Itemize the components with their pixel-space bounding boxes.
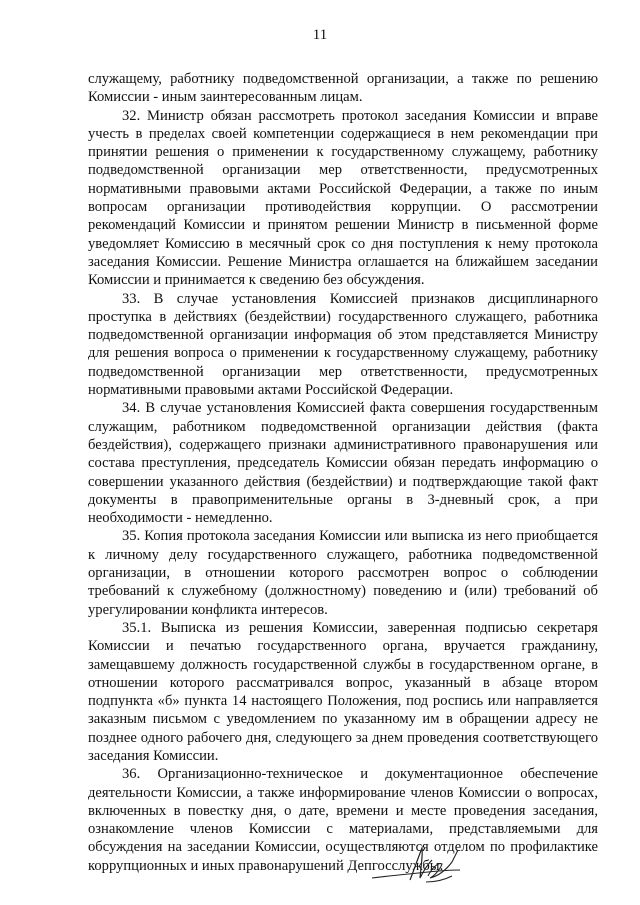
paragraph-35: 35. Копия протокола заседания Комиссии или выписка из него приобщается к личному делу государственного служащего, работника подведомственной организации, в отношении которого рассмотрен вопрос о соблюдении требований к служебному (должностному) поведению и (или) требований об урегулировании конфликта интересов. <box>88 528 598 618</box>
paragraph-32: 32. Министр обязан рассмотреть протокол заседания Комиссии и вправе учесть в пределах своей компетенции содержащиеся в нем рекомендации при принятии решения о применении к государственному служащему, работнику подведомственной организации мер ответственности, предусмотренных нормативными правовыми актами Российской Федерации, а также по иным вопросам организации противодействия коррупции. О рассмотрении рекомендаций Комиссии и принятом решении Министр в письменной форме уведомляет Комиссию в месячный срок со дня поступления к нему протокола заседания Комиссии. Решение Министра оглашается на ближайшем заседании Комиссии и принимается к сведению без обсуждения. <box>88 107 598 289</box>
paragraph-31-continuation: служащему, работнику подведомственной организации, а также по решению Комиссии - иным заинтересованным лицам. <box>88 71 598 106</box>
paragraph-34: 34. В случае установления Комиссией факта совершения государственным служащим, работником подведомственной организации действия (факта бездействия), содержащего признаки административного правонарушения или состава преступления, председатель Комиссии обязан передать информацию о совершении указанного действия (бездействии) и подтверждающие такой факт документы в правоприменительные органы в 3-дневный срок, а при необходимости - немедленно. <box>88 400 598 527</box>
handwritten-signature <box>368 840 478 890</box>
paragraph-36: 36. Организационно-техническое и документационное обеспечение деятельности Комиссии, а также информирование членов Комиссии о вопросах, включенных в повестку дня, о дате, времени и месте проведения заседания, ознакомление членов Комиссии с материалами, представляемыми для обсуждения на заседании Комиссии, осуществляются отделом по профилактике коррупционных и иных правонарушений Депгосслужбы. <box>88 766 598 874</box>
document-body <box>88 70 598 875</box>
paragraph-35-1: 35.1. Выписка из решения Комиссии, заверенная подписью секретаря Комиссии и печатью государственного органа, вручается гражданину, замещавшему должность государственной службы в государственном органе, в отношении которого рассматривался вопрос, указанный в абзаце втором подпункта «б» пункта 14 настоящего Положения, под роспись или направляется заказным письмом с уведомлением по указанному им в обращении адресу не позднее одного рабочего дня, следующего за днем проведения соответствующего заседания Комиссии. <box>88 619 598 764</box>
paragraph-33: 33. В случае установления Комиссией признаков дисциплинарного проступка в действиях (бездействии) государственного служащего, работника подведомственной организации информация об этом представляется Министру для решения вопроса о применении к государственному служащему, работнику подведомственной организации мер ответственности, предусмотренных нормативными правовыми актами Российской Федерации. <box>88 290 598 399</box>
page-number: 11 <box>312 27 328 43</box>
